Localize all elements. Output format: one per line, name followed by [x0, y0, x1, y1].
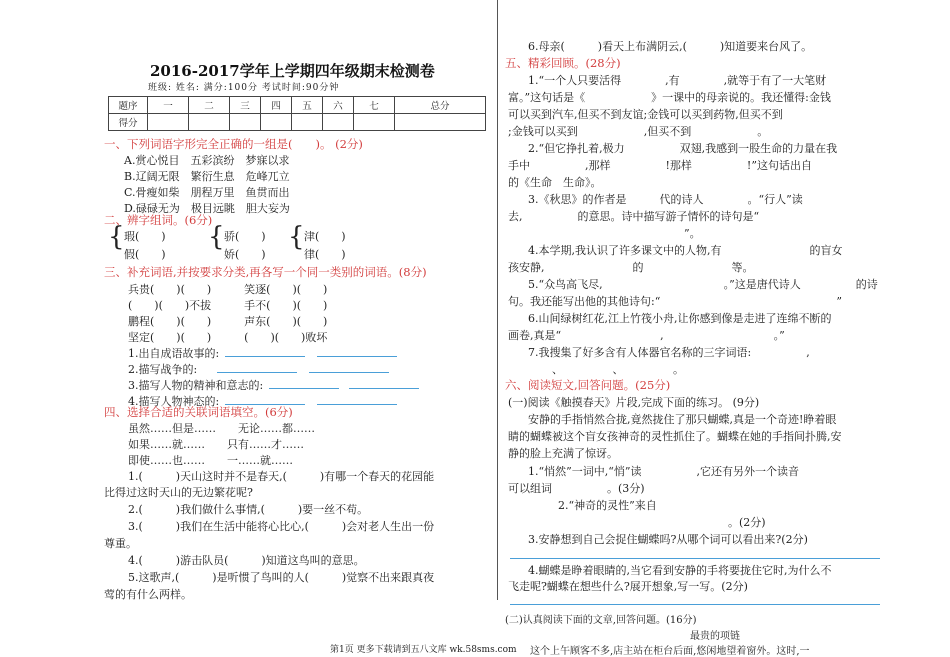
review-line: 孩安静, 的 等。 [508, 261, 754, 274]
question-line: 1.“悄然”一词中,“悄”读 ,它还有另外一个读音 [528, 465, 799, 478]
review-line: 6.山间绿树红花,江上竹筏小舟,让你感到像是走进了连绵不断的 [528, 312, 832, 325]
score-cell: 四 [261, 97, 292, 114]
fill-line: 坚定( )( ) ( )( )败坏 [128, 331, 328, 344]
fill-line: ( )( )不拔 手不( )( ) [128, 299, 328, 312]
question-line: 莺的有什么两样。 [104, 588, 192, 601]
conjunction-line: 如果……就…… 只有……才…… [128, 438, 304, 451]
answer-blank[interactable] [317, 394, 397, 405]
review-line: 4.本学期,我认识了许多课文中的人物,有 的盲女 [528, 244, 843, 257]
score-cell: 五 [292, 97, 323, 114]
score-input[interactable] [395, 114, 486, 131]
column-divider [497, 0, 498, 600]
question-line: 。(2分) [508, 516, 766, 529]
score-input[interactable] [261, 114, 292, 131]
question-line: 2.( )我们做什么事情,( )要一丝不苟。 [128, 503, 369, 516]
option-line: B.辽阔无限 繁衍生息 危峰兀立 [124, 170, 290, 183]
review-line: 去, 的意思。诗中描写游子情怀的诗句是“ [508, 210, 848, 223]
answer-blank[interactable] [349, 378, 419, 389]
question-line: 4.描写人物神态的: [128, 393, 397, 409]
review-line: 3.《秋思》的作者是 代的诗人 。“行人”读 [528, 193, 803, 206]
review-line: ;金钱可以买到 ,但买不到 。 [508, 125, 769, 138]
score-input[interactable] [189, 114, 230, 131]
exam-info: 班级: 姓名: 满分:100分 考试时间:90分钟 [148, 83, 340, 93]
subsection-title: (一)阅读《触摸春天》片段,完成下面的练习。 (9分) [508, 396, 760, 409]
question-line: 3.描写人物的精神和意志的: [128, 377, 419, 393]
passage-line: 安静的手指悄然合拢,竟然拢住了那只蝴蝶,真是一个奇迹!睁着眼 [528, 413, 837, 426]
review-line: 句。我还能写出他的其他诗句:“ ” [508, 295, 842, 308]
word-item: 娇( ) [224, 248, 266, 261]
question-line: 1.出自成语故事的: [128, 345, 397, 361]
option-line: A.赏心悦目 五彩滨纷 梦寐以求 [124, 154, 290, 167]
score-cell: 题序 [109, 97, 148, 114]
question-line: 3.( )我们在生活中能将心比心,( )会对老人生出一份 [128, 520, 435, 533]
score-cell: 一 [148, 97, 189, 114]
review-line: 手中 ,那样 !那样 !”这句话出自 [508, 159, 812, 172]
answer-blank[interactable] [510, 594, 880, 605]
page-title: 2016-2017学年上学期四年级期末检测卷 [150, 62, 435, 80]
word-item: 骄( ) [224, 230, 266, 243]
score-input[interactable] [230, 114, 261, 131]
fill-line: 鹏程( )( ) 声东( )( ) [128, 315, 328, 328]
question-line: 尊重。 [104, 537, 137, 550]
section-3-title: 三、补充词语,并按要求分类,再各写一个同一类别的词语。(8分) [104, 265, 427, 279]
conjunction-line: 即使……也…… 一……就…… [128, 454, 293, 467]
question-line: 6.母亲( )看天上布满阴云,( )知道要来台风了。 [528, 40, 813, 53]
question-line: 1.( )天山这时并不是春天,( )有哪一个春天的花园能 [128, 470, 435, 483]
answer-blank[interactable] [269, 378, 339, 389]
score-cell: 七 [354, 97, 395, 114]
score-value-row [109, 114, 486, 131]
review-line: 富。”这句话是《 》一课中的母亲说的。我还懂得:金钱 [508, 91, 831, 104]
option-line: D.碌碌无为 极目远眺 胆大妄为 [124, 202, 290, 215]
answer-blank[interactable] [225, 346, 305, 357]
score-input[interactable] [354, 114, 395, 131]
question-line: 3.安静想到自己会捉住蝴蝶吗?从哪个词可以看出来?(2分) [528, 533, 808, 546]
review-line: ”。 [508, 227, 701, 240]
score-cell: 三 [230, 97, 261, 114]
section-1-title: 一、下列词语字形完全正确的一组是( )。 (2分) [104, 137, 363, 151]
section-4-title: 四、选择合适的关联词语填空。(6分) [104, 405, 293, 419]
review-line: 画卷,真是“ , 。” [508, 329, 785, 342]
answer-blank[interactable] [217, 362, 297, 373]
score-header-row [109, 97, 486, 114]
review-line: 可以买到汽车,但买不到友谊;金钱可以买到药物,但买不到 [508, 108, 783, 121]
question-line: 飞走呢?蝴蝶在想些什么?展开想象,写一写。(2分) [508, 580, 748, 593]
fill-line: 兵贵( )( ) 笑逐( )( ) [128, 283, 328, 296]
brace-icon: { [108, 222, 125, 252]
word-item: 律( ) [304, 248, 346, 261]
brace-icon: { [208, 222, 225, 252]
passage-line: 睛的蝴蝶被这个盲女孩神奇的灵性抓住了。蝴蝶在她的手指间扑腾,安 [508, 430, 842, 443]
review-line: 1.“一个人只要活得 ,有 ,就等于有了一大笔财 [528, 74, 827, 87]
subsection-title: (二)认真阅读下面的文章,回答问题。(16分) [505, 615, 697, 626]
score-input[interactable] [292, 114, 323, 131]
answer-blank[interactable] [510, 548, 880, 559]
section-6-title: 六、阅读短文,回答问题。(25分) [505, 378, 671, 392]
option-line: C.骨瘦如柴 朋程万里 鱼贯而出 [124, 186, 290, 199]
review-line: 、 、 。 [508, 363, 684, 376]
question-line: 2.描写战争的: [128, 361, 389, 377]
question-line: 4.蝴蝶是睁着眼睛的,当它看到安静的手将要拢住它时,为什么不 [528, 564, 832, 577]
score-cell: 二 [189, 97, 230, 114]
score-input[interactable] [148, 114, 189, 131]
section-2-title: 二、辨字组词。(6分) [104, 213, 213, 227]
question-line: 5.这歌声,( )是听惯了鸟叫的人( )觉察不出来跟真夜 [128, 571, 435, 584]
answer-blank[interactable] [309, 362, 389, 373]
question-line: 4.( )游击队员( )知道这鸟叫的意思。 [128, 554, 365, 567]
score-cell: 总分 [395, 97, 486, 114]
article-first-line: 这个上午顾客不多,店主站在柜台后面,悠闲地望着窗外。这时,一 [530, 646, 810, 657]
question-line: 可以组词 。(3分) [508, 482, 645, 495]
review-line: 的《生命 生命》。 [508, 176, 602, 189]
article-title: 最贵的项链 [690, 631, 740, 642]
score-cell: 得分 [109, 114, 148, 131]
word-item: 假( ) [124, 248, 166, 261]
conjunction-line: 虽然……但是…… 无论……都…… [128, 422, 315, 435]
review-line: 5.“众鸟高飞尽, 。”这是唐代诗人 的诗 [528, 278, 878, 291]
passage-line: 静的脸上充满了惊讶。 [508, 447, 618, 460]
question-line: 2.“神奇的灵性”来自 [558, 499, 657, 512]
answer-line[interactable] [510, 594, 880, 608]
page-footer: 第1页 更多下载请到五八文库 wk.58sms.com [330, 645, 517, 655]
question-line: 比得过这时天山的无边繁花呢? [104, 486, 253, 499]
word-item: 瑕( ) [124, 230, 166, 243]
score-table [108, 96, 486, 131]
answer-line[interactable] [510, 548, 880, 562]
section-5-title: 五、精彩回顾。(28分) [505, 56, 621, 70]
word-item: 津( ) [304, 230, 346, 243]
answer-blank[interactable] [317, 346, 397, 357]
score-input[interactable] [323, 114, 354, 131]
score-cell: 六 [323, 97, 354, 114]
brace-icon: { [288, 222, 305, 252]
review-line: 7.我搜集了好多含有人体器官名称的三字词语: , [528, 346, 810, 359]
review-line: 2.“但它挣扎着,极力 双翅,我感到一股生命的力量在我 [528, 142, 838, 155]
